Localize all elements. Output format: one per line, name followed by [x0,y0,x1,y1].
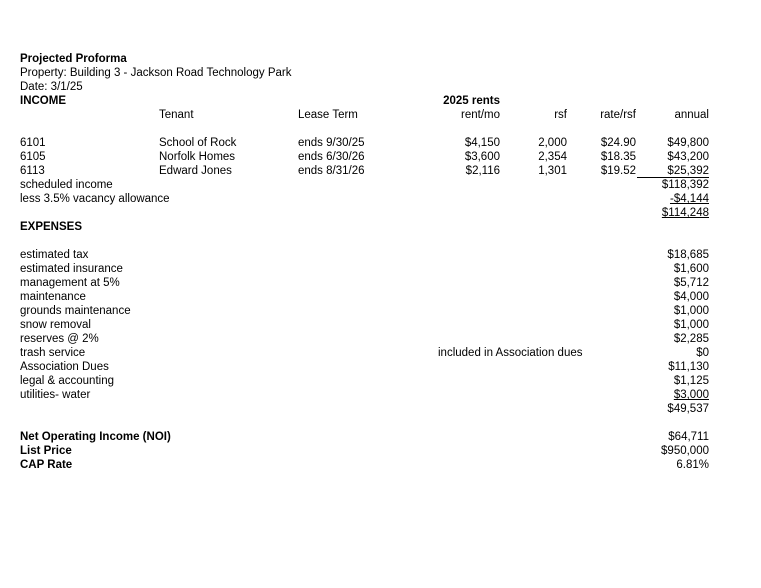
col-header-lease-term: Lease Term [298,109,358,121]
expense-label: legal & accounting [20,375,114,387]
scheduled-income-value: $118,392 [661,179,709,191]
expense-note: included in Association dues [438,347,583,359]
expense-label: snow removal [20,319,91,331]
tenant-row-rsf: 2,000 [538,137,567,149]
expense-label: Association Dues [20,361,109,373]
net-income-value: $114,248 [661,207,709,219]
tenant-row-lease: ends 6/30/26 [298,151,365,163]
tenant-row-rate: $19.52 [600,165,636,177]
tenant-row-rent: $3,600 [464,151,500,163]
list-price-value: $950,000 [661,445,709,457]
expenses-heading: EXPENSES [20,221,82,233]
list-price-label: List Price [20,445,72,457]
tenant-row-annual: $49,800 [667,137,709,149]
expense-value: $18,685 [667,249,709,261]
vacancy-allowance-value: -$4,144 [669,193,709,205]
vacancy-allowance-label: less 3.5% vacancy allowance [20,193,170,205]
expense-value: $3,000 [673,389,709,401]
income-heading: INCOME [20,95,66,107]
expense-label: estimated tax [20,249,89,261]
noi-label: Net Operating Income (NOI) [20,431,171,443]
tenant-row-rate: $24.90 [600,137,636,149]
tenant-row-lease: ends 9/30/25 [298,137,365,149]
col-header-annual: annual [674,109,709,121]
document-title: Projected Proforma [20,53,127,65]
expense-label: reserves @ 2% [20,333,99,345]
expense-value: $4,000 [673,291,709,303]
tenant-row-name: Norfolk Homes [159,151,236,163]
expense-label: utilities- water [20,389,91,401]
tenant-row-annual: $43,200 [667,151,709,163]
tenant-row-name: Edward Jones [159,165,232,177]
expense-value: $1,600 [673,263,709,275]
expense-label: management at 5% [20,277,120,289]
tenant-row-suite: 6105 [20,151,46,163]
col-header-tenant: Tenant [159,109,194,121]
tenant-row-rent: $4,150 [464,137,500,149]
property-line: Property: Building 3 - Jackson Road Technology Park [20,67,292,79]
tenant-row-rsf: 2,354 [538,151,567,163]
col-header-rent-mo: rent/mo [461,109,500,121]
noi-value: $64,711 [668,431,709,443]
tenant-row-suite: 6113 [20,165,45,177]
expense-value: $11,130 [668,361,709,373]
expense-value: $5,712 [673,277,709,289]
cap-rate-label: CAP Rate [20,459,73,471]
tenant-row-annual: $25,392 [667,165,709,177]
rents-group-header: 2025 rents [443,95,500,107]
expense-value: $1,000 [673,305,709,317]
tenant-row-name: School of Rock [159,137,237,149]
expense-value: $1,000 [673,319,709,331]
expense-value: $0 [696,347,709,359]
scheduled-income-label: scheduled income [20,179,113,191]
expense-label: grounds maintenance [20,305,131,317]
expenses-total: $49,537 [667,403,709,415]
expense-value: $2,285 [673,333,709,345]
tenant-row-lease: ends 8/31/26 [298,165,365,177]
col-header-rate-rsf: rate/rsf [600,109,636,121]
date-line: Date: 3/1/25 [20,81,83,93]
expense-label: estimated insurance [20,263,123,275]
expense-label: trash service [20,347,86,359]
expense-value: $1,125 [673,375,709,387]
tenant-row-rent: $2,116 [465,165,500,177]
tenant-row-rate: $18.35 [600,151,636,163]
tenant-row-suite: 6101 [20,137,46,149]
expense-label: maintenance [20,291,86,303]
cap-rate-value: 6.81% [676,459,709,471]
col-header-rsf: rsf [554,109,567,121]
tenant-row-rsf: 1,301 [538,165,567,177]
